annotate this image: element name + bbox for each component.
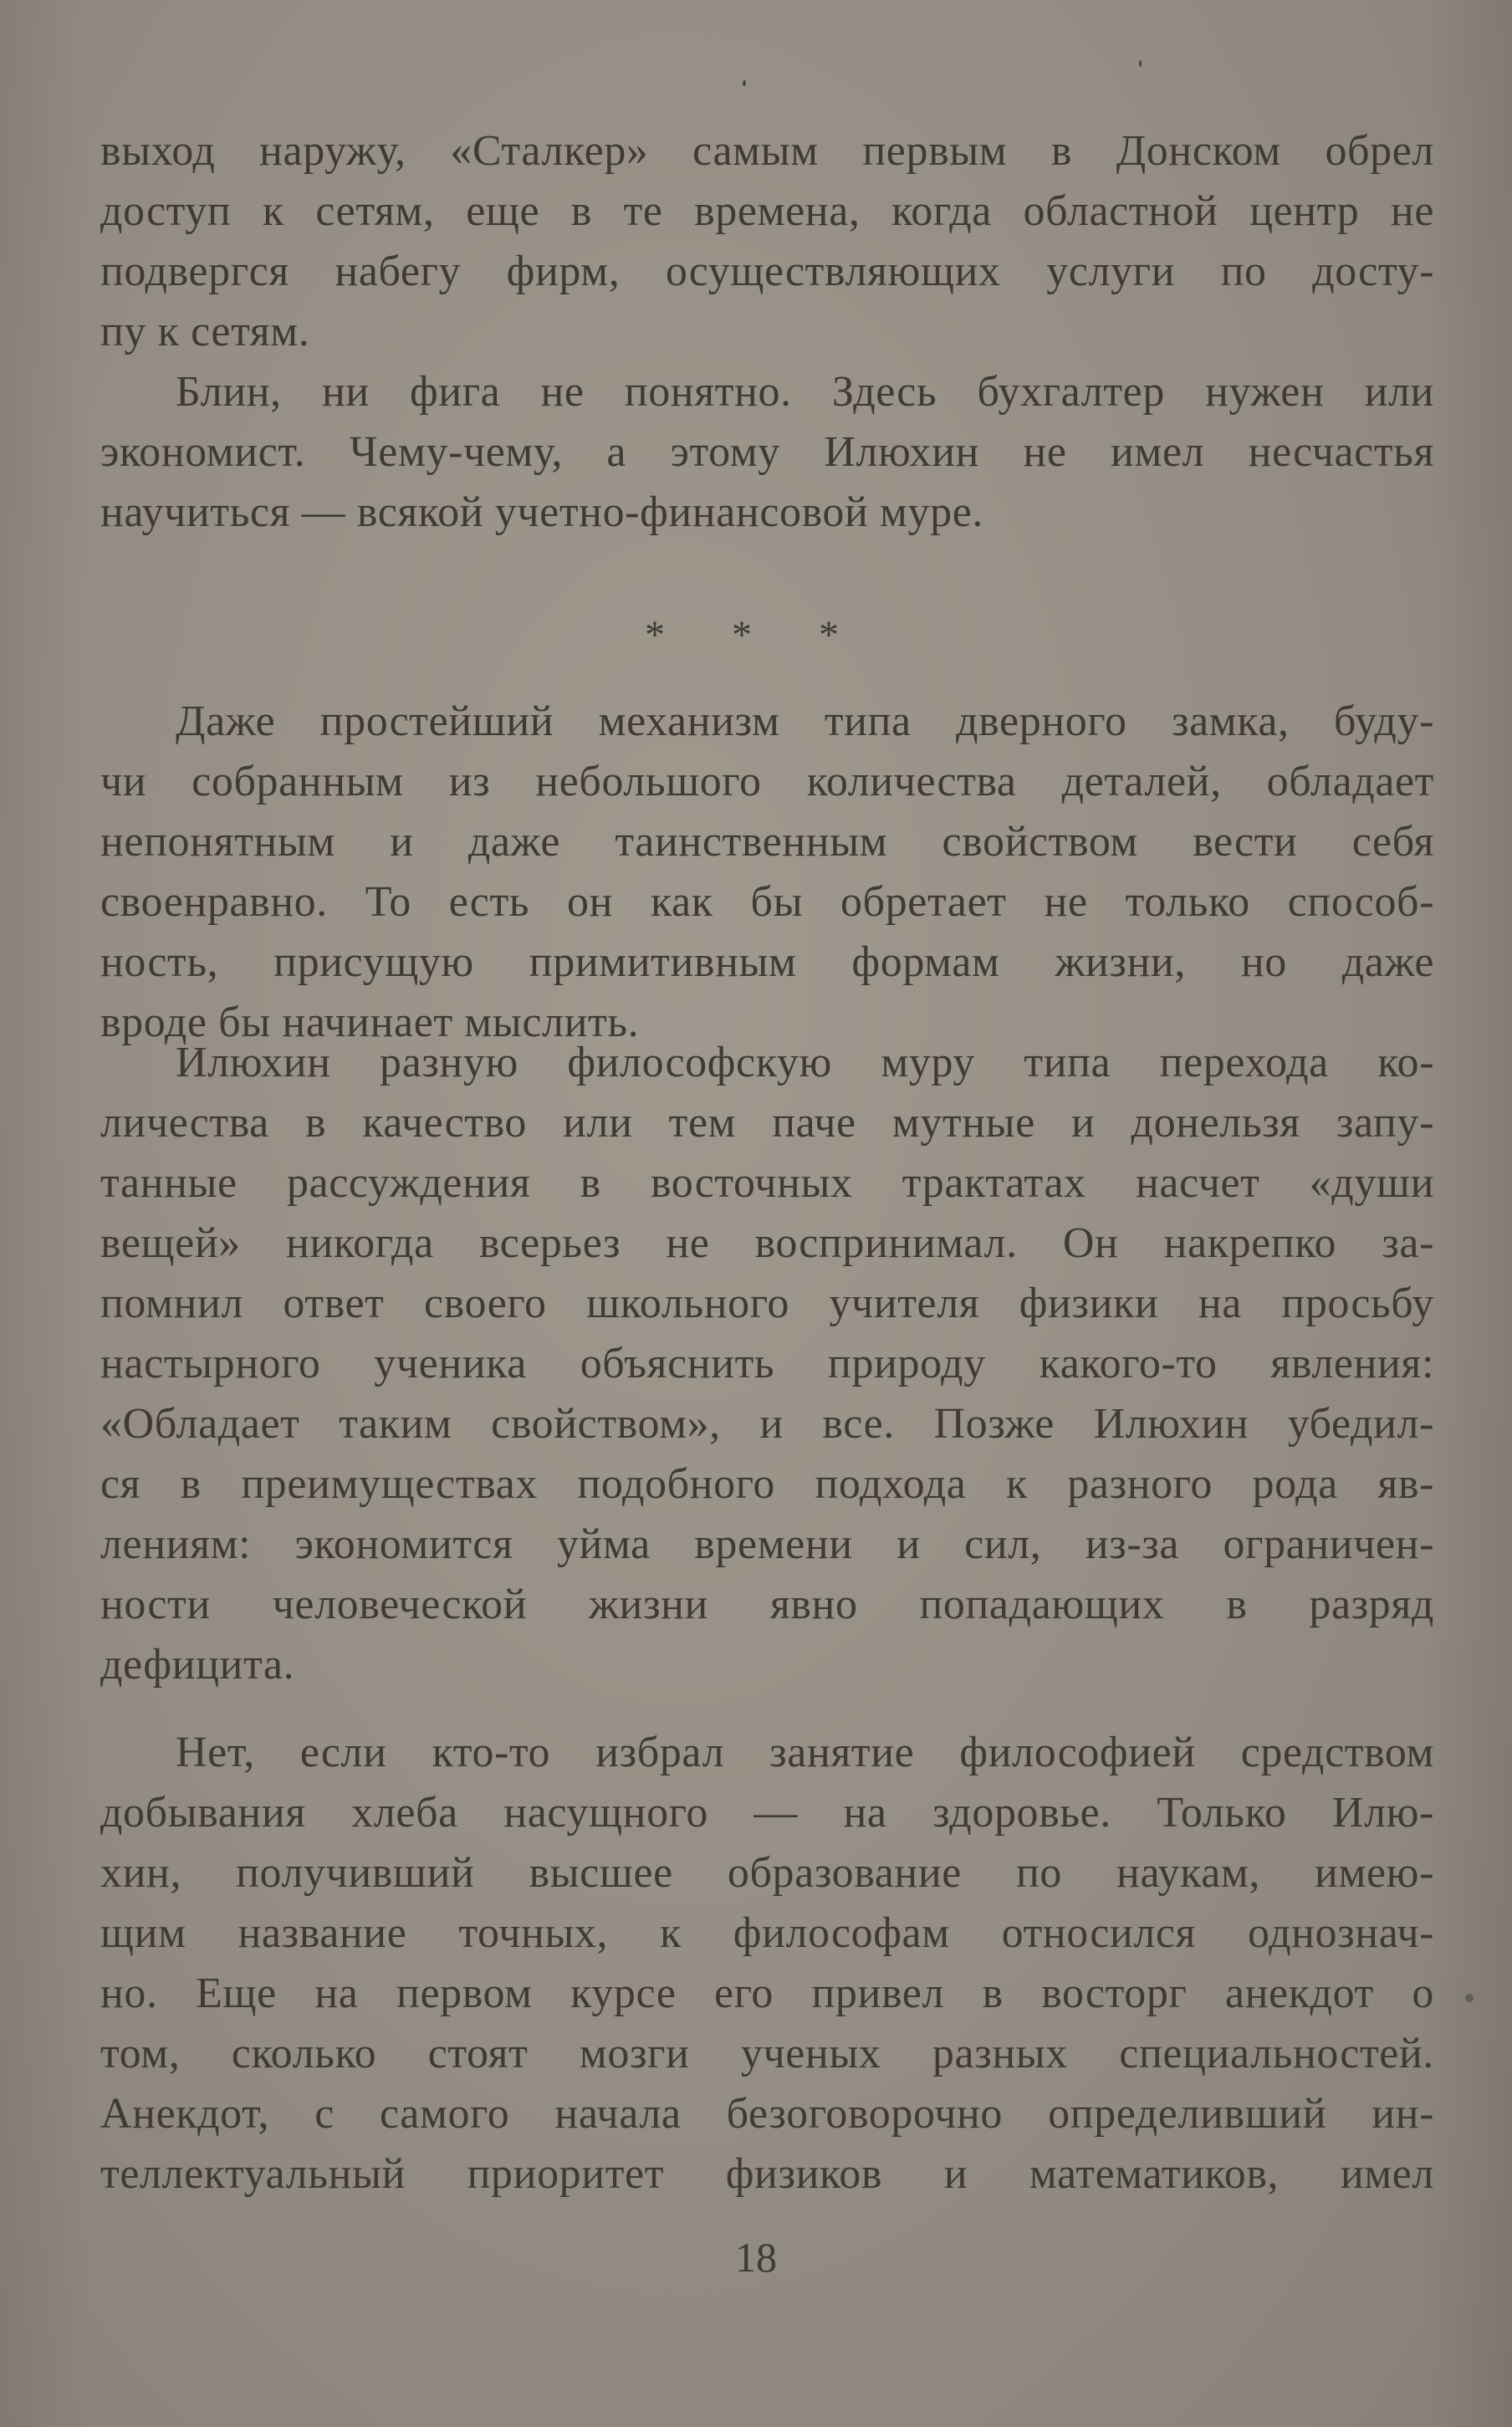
paper-speck [743, 80, 746, 86]
text-line: хин, получивший высшее образование по наукам, имею- [100, 1849, 1434, 1897]
text-line: танные рассуждения в восточных трактатах насчет «души [100, 1159, 1434, 1207]
page-number: 18 [735, 2234, 777, 2281]
text-line: научиться — всякой учетно-финансовой муре. [100, 488, 984, 536]
text-line: ность, присущую примитивным формам жизни, но даже [100, 938, 1434, 986]
text-line: том, сколько стоят мозги ученых разных специальностей. [100, 2030, 1434, 2077]
section-separator: * * * [645, 613, 867, 657]
paper-speck [1465, 1994, 1474, 2002]
paper-speck [1139, 60, 1142, 67]
text-line: но. Еще на первом курсе его привел в восторг анекдот о [100, 1970, 1434, 2017]
text-line: подвергся набегу фирм, осуществляющих услуги по досту- [100, 248, 1434, 295]
paragraph [100, 1033, 1434, 1695]
text-line: личества в качество или тем паче мутные и донельзя запу- [100, 1099, 1434, 1147]
text-line: щим название точных, к философам относился однознач- [100, 1909, 1434, 1957]
text-line: экономист. Чему-чему, а этому Илюхин не имел несчастья [100, 428, 1434, 476]
text-line: вроде бы начинает мыслить. [100, 999, 640, 1046]
text-line: чи собранным из небольшого количества деталей, обладает [100, 758, 1434, 805]
text-line: «Обладает таким свойством», и все. Позже Илюхин убедил- [100, 1400, 1434, 1448]
text-line: Илюхин разную философскую муру типа перехода ко- [176, 1039, 1434, 1086]
text-line: Нет, если кто-то избрал занятие философией средством [176, 1729, 1434, 1776]
text-line: пу к сетям. [100, 308, 310, 355]
text-line: выход наружу, «Сталкер» самым первым в Донском обрел [100, 127, 1434, 175]
text-line: Даже простейший механизм типа дверного замка, буду- [176, 697, 1434, 745]
text-line: лениям: экономится уйма времени и сил, из-за ограничен- [100, 1520, 1434, 1568]
text-line: своенравно. То есть он как бы обретает не только способ- [100, 878, 1434, 926]
text-line: доступ к сетям, еще в те времена, когда областной центр не [100, 187, 1434, 235]
paragraph [100, 1723, 1434, 2205]
text-line: Блин, ни фига не понятно. Здесь бухгалтер нужен или [176, 368, 1434, 416]
text-line: Анекдот, с самого начала безоговорочно определивший ин- [100, 2090, 1434, 2138]
text-line: ся в преимуществах подобного подхода к разного рода яв- [100, 1460, 1434, 1508]
text-line: непонятным и даже таинственным свойством вести себя [100, 818, 1434, 866]
text-line: теллектуальный приоритет физиков и математиков, имел [100, 2150, 1434, 2198]
paragraph [100, 692, 1434, 1053]
text-line: добывания хлеба насущного — на здоровье. Только Илю- [100, 1789, 1434, 1837]
text-line: ности человеческой жизни явно попадающих в разряд [100, 1581, 1434, 1628]
text-line: настырного ученика объяснить природу какого-то явления: [100, 1340, 1434, 1387]
paragraph-continuation [100, 121, 1434, 543]
text-line: помнил ответ своего школьного учителя физики на просьбу [100, 1280, 1434, 1327]
text-line: вещей» никогда всерьез не воспринимал. Он накрепко за- [100, 1219, 1434, 1267]
text-line: дефицита. [100, 1641, 295, 1689]
